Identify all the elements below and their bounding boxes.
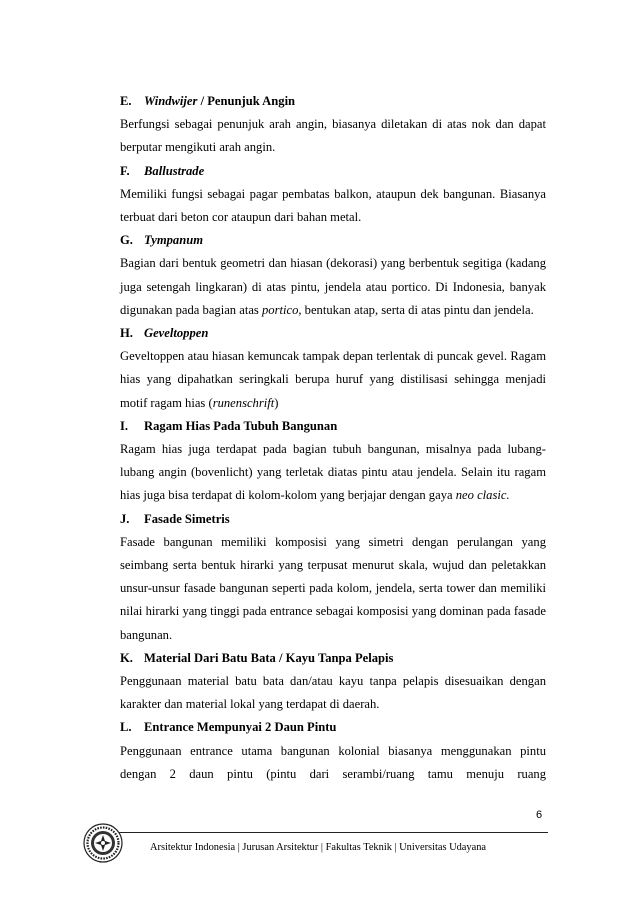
section-letter: H. <box>120 326 133 341</box>
section-k <box>120 647 546 717</box>
section-body <box>120 438 546 508</box>
section-body <box>120 252 546 322</box>
body-text: Ragam hias juga terdapat pada bagian tubuh bangunan, misalnya pada lubang-lubang angin (bovenlicht) yang terletak diatas pintu atau jendela. Selain itu ragam hias juga bisa terdapat di kolom-kolom yang berjajar dengan gaya <box>120 442 546 503</box>
section-letter: L. <box>120 720 132 735</box>
body-text-italic: runenschrift <box>212 395 275 410</box>
section-title: Material Dari Batu Bata / Kayu Tanpa Pelapis <box>144 650 394 665</box>
section-letter: F. <box>120 163 130 178</box>
university-seal-icon <box>83 823 123 863</box>
body-text-italic: portico, <box>261 302 302 317</box>
section-body: Penggunaan entrance utama bangunan kolonial biasanya menggunakan pintu dengan 2 daun pintu (pintu dari serambi/ruang tamu menuju ruang <box>120 743 546 781</box>
section-heading <box>120 716 546 739</box>
section-e <box>120 90 546 160</box>
section-f <box>120 160 546 230</box>
document-body <box>120 90 546 786</box>
footer-divider <box>118 832 548 833</box>
section-heading <box>120 90 546 113</box>
section-body: Berfungsi sebagai penunjuk arah angin, biasanya diletakan di atas nok dan dapat berputar mengikuti arah angin. <box>120 117 546 155</box>
section-title-italic: Geveltoppen <box>144 326 209 341</box>
section-heading <box>120 229 546 252</box>
section-j <box>120 508 546 647</box>
section-title: Entrance Mempunyai 2 Daun Pintu <box>144 720 337 735</box>
footer-text: Arsitektur Indonesia | Jurusan Arsitektur | Fakultas Teknik | Universitas Udayana <box>150 842 487 853</box>
section-h <box>120 322 546 415</box>
section-g <box>120 229 546 322</box>
section-title: Fasade Simetris <box>144 511 230 526</box>
section-heading <box>120 160 546 183</box>
section-heading <box>120 647 546 670</box>
section-letter: I. <box>120 418 129 433</box>
section-body: Penggunaan material batu bata dan/atau kayu tanpa pelapis disesuaikan dengan karakter dan material lokal yang terdapat di daerah. <box>120 674 546 712</box>
body-text: Geveltoppen atau hiasan kemuncak tampak depan terlentak di puncak gevel. Ragam hias yang dipahatkan seringkali berupa huruf yang distilisasi sehingga menjadi motif ragam hias ( <box>120 349 546 410</box>
body-text: Bagian dari bentuk geometri dan hiasan (dekorasi) yang berbentuk segitiga (kadang juga setengah lingkaran) di atas pintu, jendela atau portico. Di Indonesia, banyak digunakan pada bagian atas <box>120 256 546 317</box>
section-title-italic: Ballustrade <box>144 163 205 178</box>
section-body: Fasade bangunan memiliki komposisi yang simetri dengan perulangan yang seimbang serta bentuk hirarki yang terpusat menurut skala, wujud dan peletakkan unsur-unsur fasade bangunan seperti pada kolom, jendela, serta tower dan memiliki nilai hirarki yang tinggi pada entrance sebagai komposisi yang dominan pada fasade bangunan. <box>120 534 546 642</box>
section-i <box>120 415 546 508</box>
body-text-italic: neo clasic. <box>455 488 510 503</box>
section-heading <box>120 322 546 345</box>
section-body: Memiliki fungsi sebagai pagar pembatas balkon, ataupun dek bangunan. Biasanya terbuat dari beton cor ataupun dari bahan metal. <box>120 186 546 225</box>
page-number: 6 <box>536 809 543 821</box>
section-letter: E. <box>120 94 132 108</box>
section-l <box>120 716 546 786</box>
section-title-italic: Windwijer <box>144 94 198 108</box>
section-letter: J. <box>120 511 130 526</box>
section-body <box>120 345 546 415</box>
section-letter: K. <box>120 650 133 665</box>
section-heading <box>120 415 546 438</box>
section-title-rest: / Penunjuk Angin <box>197 94 296 108</box>
section-letter: G. <box>120 233 133 248</box>
section-heading <box>120 508 546 531</box>
section-title: Ragam Hias Pada Tubuh Bangunan <box>144 418 338 433</box>
body-text: ) <box>274 395 279 410</box>
section-title-italic: Tympanum <box>144 233 204 248</box>
body-text: bentukan atap, serta di atas pintu dan jendela. <box>301 302 534 317</box>
